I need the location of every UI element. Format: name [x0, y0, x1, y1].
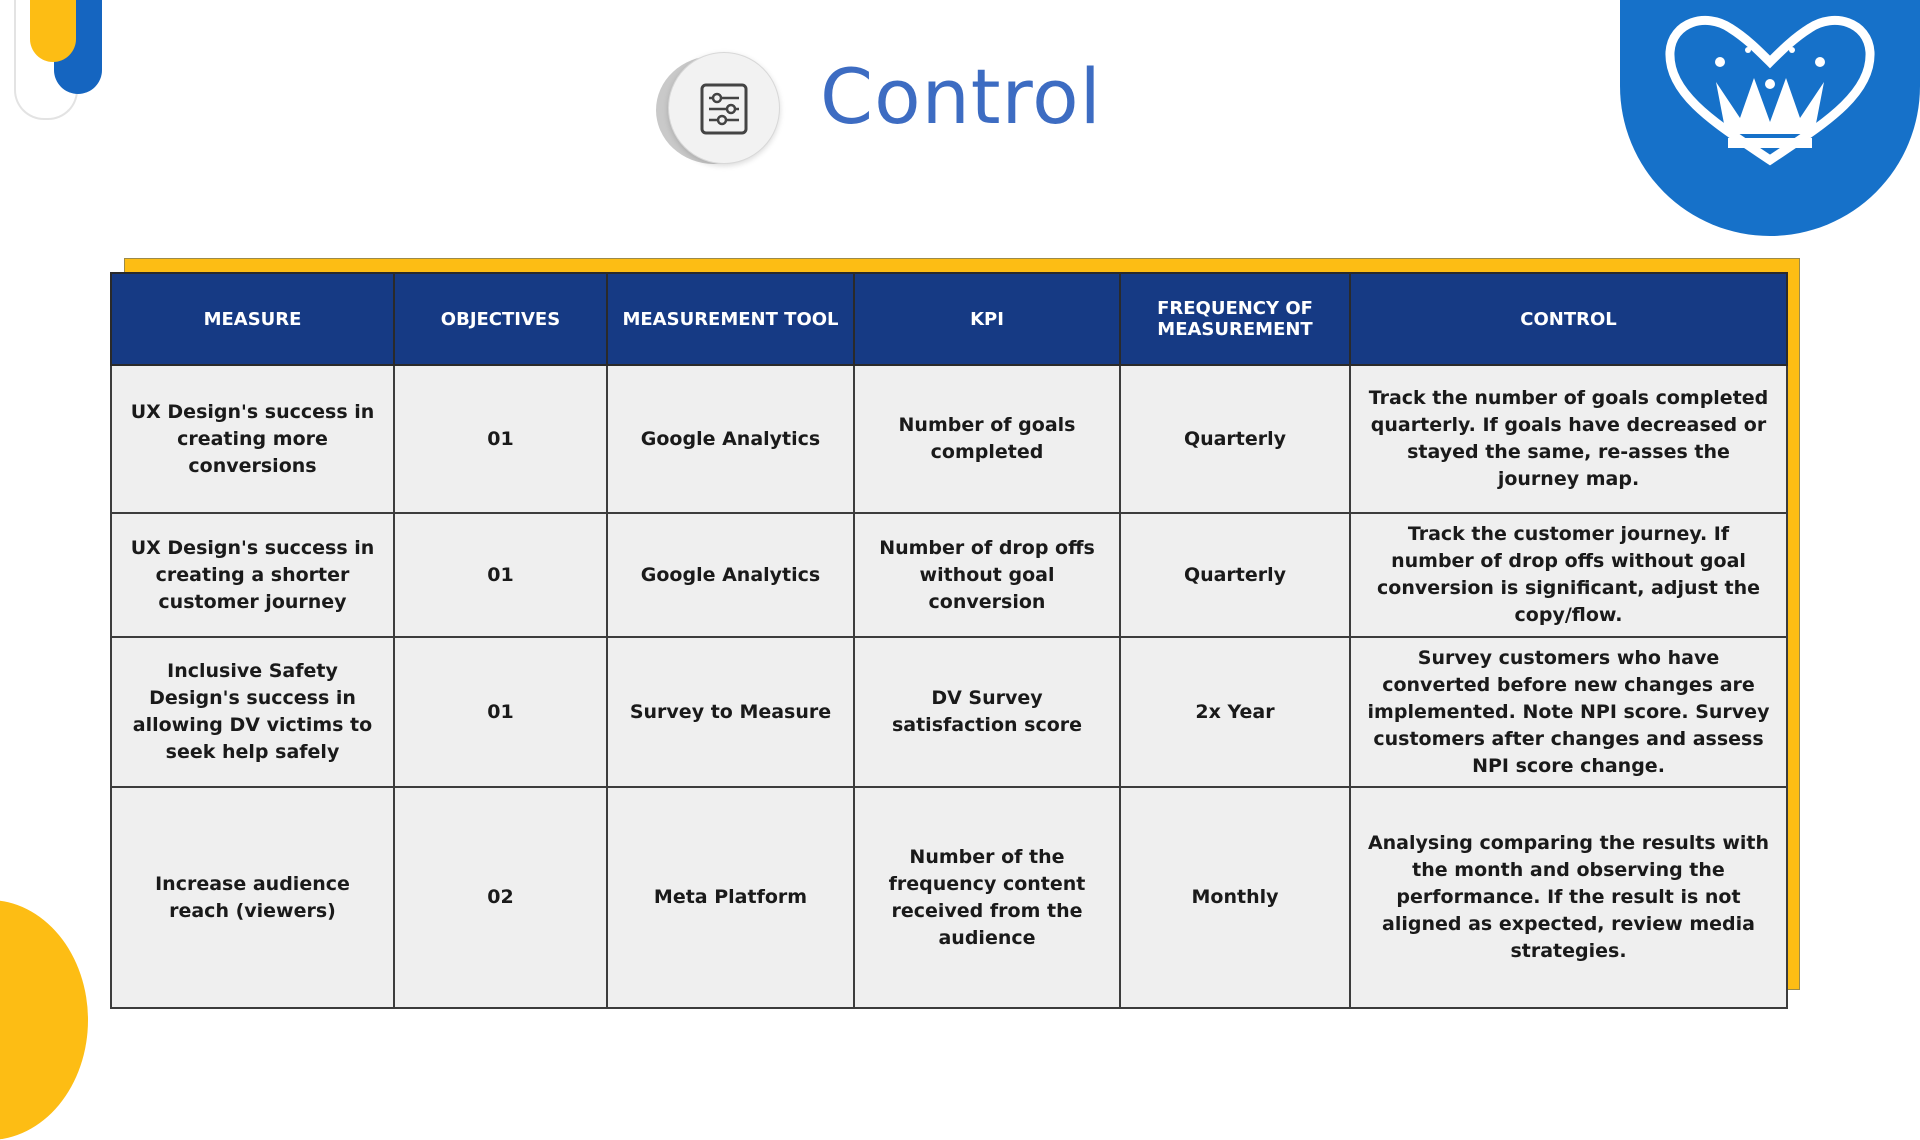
table-row: [111, 637, 1787, 787]
cell-frequency: 2x Year: [1120, 637, 1350, 787]
cell-tool: Google Analytics: [607, 513, 854, 637]
column-header-control: CONTROL: [1350, 273, 1787, 365]
column-header-objectives: OBJECTIVES: [394, 273, 607, 365]
cell-measure: Inclusive Safety Design's success in allowing DV victims to seek help safely: [111, 637, 394, 787]
cell-frequency: Quarterly: [1120, 513, 1350, 637]
cell-kpi: Number of the frequency content received from the audience: [854, 787, 1120, 1008]
cell-tool: Meta Platform: [607, 787, 854, 1008]
cell-measure: UX Design's success in creating more conversions: [111, 365, 394, 513]
cell-frequency: Monthly: [1120, 787, 1350, 1008]
column-header-frequency: FREQUENCY OF MEASUREMENT: [1120, 273, 1350, 365]
column-header-measure: MEASURE: [111, 273, 394, 365]
brand-logo: [1620, 0, 1920, 236]
page-title: Control: [820, 52, 1102, 141]
cell-objectives: 01: [394, 365, 607, 513]
cell-tool: Survey to Measure: [607, 637, 854, 787]
cell-measure: Increase audience reach (viewers): [111, 787, 394, 1008]
column-header-measurement-tool: MEASUREMENT TOOL: [607, 273, 854, 365]
cell-objectives: 02: [394, 787, 607, 1008]
table-row: [111, 365, 1787, 513]
cell-control: Survey customers who have converted before new changes are implemented. Note NPI score. Survey customers after changes and assess NPI score change.: [1350, 637, 1787, 787]
cell-objectives: 01: [394, 637, 607, 787]
cell-frequency: Quarterly: [1120, 365, 1350, 513]
cell-control: Track the number of goals completed quarterly. If goals have decreased or stayed the same, re-asses the journey map.: [1350, 365, 1787, 513]
cell-measure: UX Design's success in creating a shorter customer journey: [111, 513, 394, 637]
table-row: [111, 787, 1787, 1008]
cell-control: Track the customer journey. If number of drop offs without goal conversion is significant, adjust the copy/flow.: [1350, 513, 1787, 637]
decorative-yellow-shape: [30, 0, 76, 62]
cell-kpi: DV Survey satisfaction score: [854, 637, 1120, 787]
table-row: [111, 513, 1787, 637]
settings-sliders-icon: [668, 52, 780, 164]
column-header-kpi: KPI: [854, 273, 1120, 365]
table-header-row: [111, 273, 1787, 365]
cell-tool: Google Analytics: [607, 365, 854, 513]
cell-objectives: 01: [394, 513, 607, 637]
heart-crown-icon: [1658, 10, 1882, 170]
cell-kpi: Number of drop offs without goal conversion: [854, 513, 1120, 637]
cell-control: Analysing comparing the results with the month and observing the performance. If the result is not aligned as expected, review media strategies.: [1350, 787, 1787, 1008]
decorative-yellow-circle: [0, 900, 88, 1140]
control-table: [110, 272, 1788, 1009]
cell-kpi: Number of goals completed: [854, 365, 1120, 513]
